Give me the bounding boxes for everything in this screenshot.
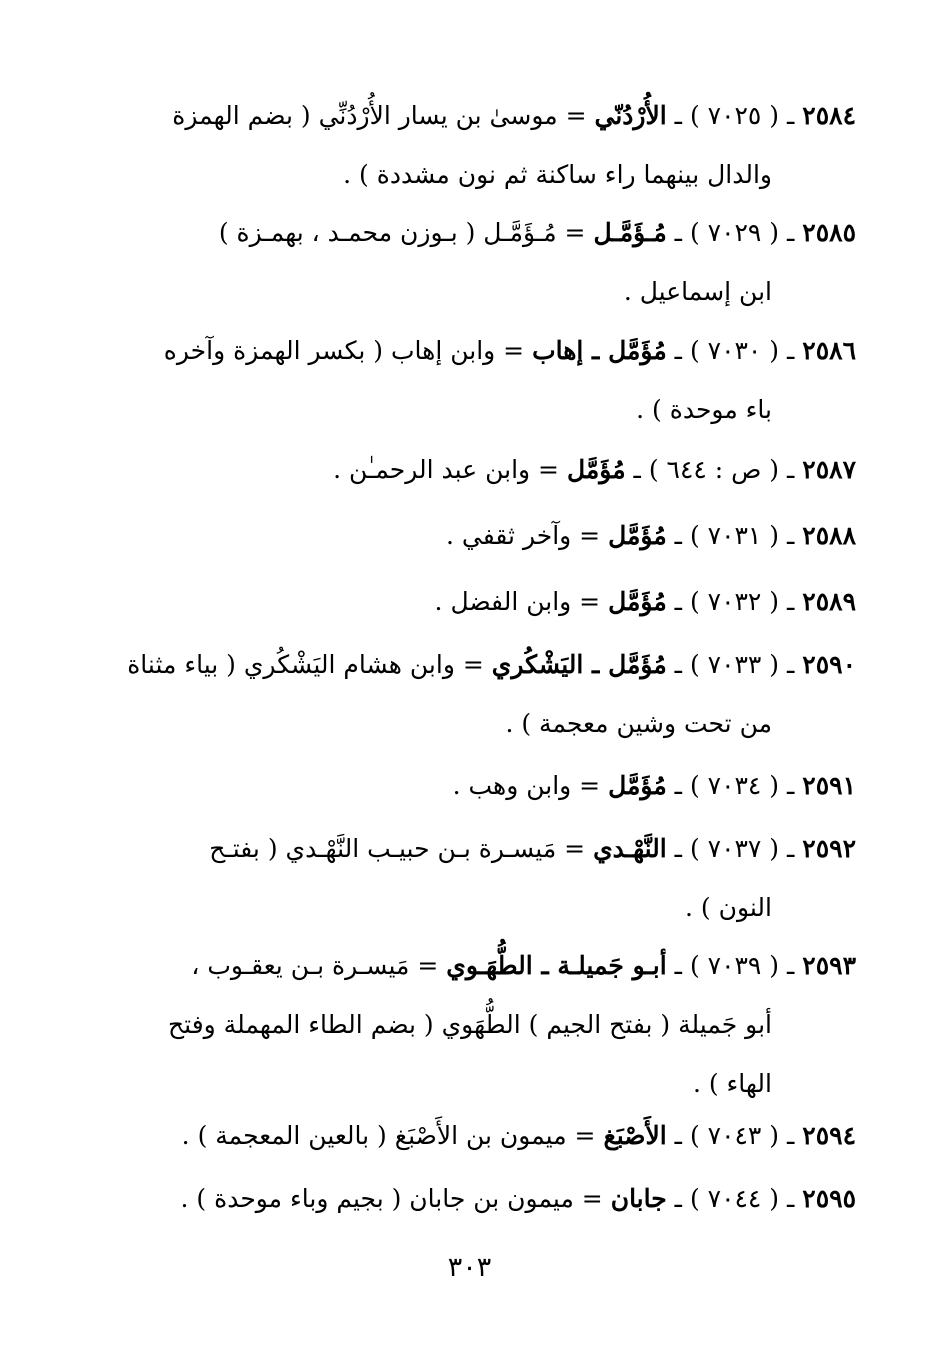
- entry-first-line: ٢٥٩١ ـ ( ٧٠٣٤ ) ـ مُؤَمَّل = وابن وهب .: [452, 771, 856, 800]
- entry-2587: [104, 440, 856, 499]
- entry-text: = وآخر ثقفي .: [446, 521, 601, 550]
- entry-headword: مُؤَمَّل ـ إهاب: [532, 336, 667, 365]
- entry-first-line: ٢٥٩٥ ـ ( ٧٠٤٤ ) ـ جابان = ميمون بن جابان ( بجيم وباء موحدة ) .: [180, 1184, 856, 1213]
- entry-number: ٢٥٩٤: [802, 1121, 856, 1150]
- entry-text: = مَيسـرة بـن حبيـب النَّهْـدي ( بفتـح: [209, 834, 586, 863]
- entry-number: ٢٥٨٩: [802, 587, 856, 616]
- entry-first-line: ٢٥٨٥ ـ ( ٧٠٢٩ ) ـ مُـؤَمَّـل = مُـؤَمَّـل ( بـوزن محمـد ، بهمـزة ): [218, 218, 856, 247]
- entry-first-line: ٢٥٨٤ ـ ( ٧٠٢٥ ) ـ الأُرْدُنّي = موسىٰ بن يسار الأُرْدُنِّي ( بضم الهمزة: [172, 101, 856, 130]
- entry-first-line: ٢٥٨٧ ـ ( ص : ٦٤٤ ) ـ مُؤَمَّل = وابن عبد الرحمـٰن .: [333, 455, 856, 484]
- entry-number: ٢٥٩٠: [802, 650, 856, 679]
- entry-headword: الأَصْبَغ: [603, 1121, 667, 1150]
- entry-first-line: ٢٥٩٠ ـ ( ٧٠٣٣ ) ـ مُؤَمَّل ـ اليَشْكُري = وابن هشام اليَشْكُري ( بياء مثناة: [127, 650, 856, 679]
- entry-text: = وابن الفضل .: [434, 587, 601, 616]
- entry-headword: مُؤَمَّل: [608, 521, 667, 550]
- entry-number: ٢٥٨٧: [802, 455, 856, 484]
- entry-headword: جابان: [610, 1184, 667, 1213]
- entry-headword: مُؤَمَّل ـ اليَشْكُري: [491, 650, 667, 679]
- entry-continuation-line: النون ) .: [685, 893, 772, 922]
- entry-continuation-line: ابن إسماعيل .: [623, 277, 772, 306]
- entry-reference: ( ٧٠٣٧ ): [689, 834, 780, 863]
- entry-reference: ( ٧٠٤٣ ): [689, 1121, 780, 1150]
- entry-2586: [104, 321, 856, 439]
- entry-reference: ( ٧٠٢٥ ): [689, 101, 780, 130]
- entry-continuation-line: الهاء ) .: [692, 1069, 772, 1098]
- entry-reference: ( ٧٠٤٤ ): [689, 1184, 780, 1213]
- entry-number: ٢٥٨٨: [802, 521, 856, 550]
- entry-text: = ميمون بن جابان ( بجيم وباء موحدة ) .: [180, 1184, 603, 1213]
- entry-headword: مُؤَمَّل: [566, 455, 626, 484]
- entry-number: ٢٥٩٣: [802, 951, 856, 980]
- entry-first-line: ٢٥٩٢ ـ ( ٧٠٣٧ ) ـ النَّهْـدي = مَيسـرة بـن حبيـب النَّهْـدي ( بفتـح: [209, 834, 856, 863]
- entry-reference: ( ٧٠٢٩ ): [689, 218, 780, 247]
- entry-reference: ( ٧٠٣٩ ): [689, 951, 780, 980]
- entry-first-line: ٢٥٩٤ ـ ( ٧٠٤٣ ) ـ الأَصْبَغ = ميمون بن الأَصْبَغ ( بالعين المعجمة ) .: [181, 1121, 856, 1150]
- entry-continuation-line: أبو جَميلة ( بفتح الجيم ) الطُّهَوي ( بضم الطاء المهملة وفتح: [168, 1010, 772, 1039]
- entry-reference: ( ٧٠٣٤ ): [689, 771, 780, 800]
- entry-headword: النَّهْـدي: [593, 834, 667, 863]
- entry-2593: [104, 936, 856, 1113]
- entry-2594: [104, 1106, 856, 1165]
- entry-reference: ( ٧٠٣٠ ): [689, 336, 780, 365]
- entry-first-line: ٢٥٩٣ ـ ( ٧٠٣٩ ) ـ أبـو جَميلـة ـ الطُّهَـوي = مَيسـرة بـن يعقـوب ،: [191, 951, 856, 980]
- entry-first-line: ٢٥٨٨ ـ ( ٧٠٣١ ) ـ مُؤَمَّل = وآخر ثقفي .: [446, 521, 856, 550]
- entry-number: ٢٥٨٦: [802, 336, 856, 365]
- entry-number: ٢٥٨٤: [802, 101, 856, 130]
- entry-number: ٢٥٩٢: [802, 834, 856, 863]
- entry-text: = موسىٰ بن يسار الأُرْدُنِّي ( بضم الهمزة: [172, 101, 587, 130]
- entry-reference: ( ص : ٦٤٤ ): [648, 455, 780, 484]
- entry-text: = مُـؤَمَّـل ( بـوزن محمـد ، بهمـزة ): [218, 218, 586, 247]
- entry-2589: [104, 572, 856, 631]
- entry-reference: ( ٧٠٣٣ ): [689, 650, 780, 679]
- entry-text: = وابن هشام اليَشْكُري ( بياء مثناة: [127, 650, 484, 679]
- entry-reference: ( ٧٠٣٢ ): [689, 587, 780, 616]
- entry-headword: مُؤَمَّل: [608, 771, 667, 800]
- entry-number: ٢٥٨٥: [802, 218, 856, 247]
- entry-number: ٢٥٩١: [802, 771, 856, 800]
- entry-headword: أبـو جَميلـة ـ الطُّهَـوي: [446, 951, 667, 980]
- entry-number: ٢٥٩٥: [802, 1184, 856, 1213]
- entry-text: = وابن وهب .: [452, 771, 601, 800]
- page-number: ٣٠٣: [447, 1252, 492, 1283]
- entry-2595: [104, 1169, 856, 1228]
- entry-headword: الأُرْدُنّي: [594, 101, 667, 130]
- entry-text: = وابن عبد الرحمـٰن .: [333, 455, 559, 484]
- entry-2588: [104, 506, 856, 565]
- entry-continuation-line: باء موحدة ) .: [636, 395, 772, 424]
- entry-headword: مُؤَمَّل: [608, 587, 667, 616]
- entry-headword: مُـؤَمَّـل: [593, 218, 667, 247]
- entry-text: = مَيسـرة بـن يعقـوب ،: [191, 951, 439, 980]
- entry-2592: [104, 819, 856, 937]
- entry-continuation-line: والدال بينهما راء ساكنة ثم نون مشددة ) .: [343, 160, 772, 189]
- entry-text: = ميمون بن الأَصْبَغ ( بالعين المعجمة ) .: [181, 1121, 596, 1150]
- entry-reference: ( ٧٠٣١ ): [689, 521, 780, 550]
- entry-first-line: ٢٥٨٦ ـ ( ٧٠٣٠ ) ـ مُؤَمَّل ـ إهاب = وابن إهاب ( بكسر الهمزة وآخره: [163, 336, 856, 365]
- entry-text: = وابن إهاب ( بكسر الهمزة وآخره: [163, 336, 525, 365]
- entry-continuation-line: من تحت وشين معجمة ) .: [505, 709, 772, 738]
- entry-first-line: ٢٥٨٩ ـ ( ٧٠٣٢ ) ـ مُؤَمَّل = وابن الفضل .: [434, 587, 856, 616]
- entry-2585: [104, 203, 856, 321]
- entry-2590: [104, 635, 856, 753]
- entry-2584: [104, 86, 856, 204]
- entry-2591: [104, 756, 856, 815]
